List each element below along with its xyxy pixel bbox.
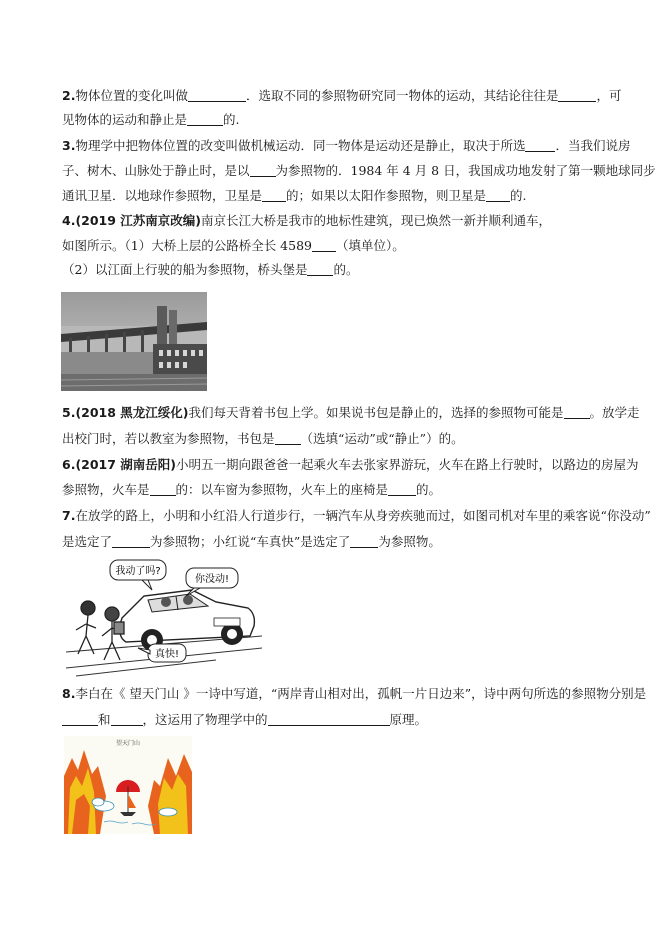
q3-text-b: ．当我们说房 xyxy=(555,138,631,153)
q8-blank-3[interactable] xyxy=(268,713,390,726)
q2-dot: . xyxy=(70,88,76,103)
q7-text-d: 为参照物。 xyxy=(378,534,441,549)
q7-text-c: 为参照物；小红说“车真快”是选定了 xyxy=(150,534,351,549)
q6-text-d: 的。 xyxy=(416,482,442,497)
q4-number: 4. xyxy=(62,213,76,228)
q8-line2 xyxy=(62,712,427,728)
bubble-driver-question: 我动了吗? xyxy=(115,566,161,577)
bridge-photo xyxy=(61,292,207,391)
q4-text-a: 南京长江大桥是我市的地标性建筑，现已焕然一新并顺利通车， xyxy=(201,213,552,228)
q3-blank-1[interactable] xyxy=(525,139,555,152)
q3-text-e: 通讯卫星．以地球作参照物，卫星是 xyxy=(62,188,263,203)
q4-line1 xyxy=(62,213,551,229)
q5-blank-1[interactable] xyxy=(564,406,590,419)
q2-text-d: 见物体的运动和静止是 xyxy=(62,112,188,127)
q4-blank-1[interactable] xyxy=(312,239,336,252)
q6-blank-1[interactable] xyxy=(150,483,176,496)
q6-number: 6. xyxy=(62,457,76,472)
q6-text-a: 小明五一期向跟爸爸一起乘火车去张家界游玩，火车在路上行驶时，以路边的房屋为 xyxy=(176,457,639,472)
q7-blank-2[interactable] xyxy=(350,535,378,548)
q4-text-c: （填单位）。 xyxy=(336,238,405,253)
q8-text-b: 和 xyxy=(98,712,111,727)
q3-text-d: 为参照物的．1984 年 4 月 8 日，我国成功地发射了第一颗地球同步 xyxy=(275,163,656,178)
q6-source: (2017 湖南岳阳) xyxy=(75,457,177,472)
q4-blank-2[interactable] xyxy=(307,263,333,276)
q5-line1 xyxy=(62,405,640,421)
q8-text-d: 原理。 xyxy=(389,712,428,727)
q7-line1 xyxy=(62,508,651,524)
q2-number: 2 xyxy=(62,88,71,103)
q8-text-c: ，这运用了物理学中的 xyxy=(142,712,268,727)
q2-line2 xyxy=(62,112,240,128)
q2-text-c: ，可 xyxy=(596,88,622,103)
q4-text-b: 如图所示。（1）大桥上层的公路桥全长 4589 xyxy=(62,238,312,253)
q5-text-b: 。放学走 xyxy=(589,405,640,420)
q8-line1 xyxy=(62,686,646,702)
bubble-driver-answer: 你没动! xyxy=(194,574,230,585)
q5-blank-2[interactable] xyxy=(275,432,301,445)
car-cartoon xyxy=(66,556,262,678)
q3-line3 xyxy=(62,188,527,204)
tianmen-painting xyxy=(64,736,192,834)
q3-blank-4[interactable] xyxy=(486,189,510,202)
q5-text-d: （选填“运动”或“静止”）的。 xyxy=(300,431,464,446)
q6-line1 xyxy=(62,457,639,473)
q6-line2 xyxy=(62,482,441,498)
q8-text-a: 李白在《 望天门山 》一诗中写道，“两岸青山相对出，孤帆一片日边来”，诗中两句所选的参照物分别是 xyxy=(75,686,647,701)
q3-text-c: 子、树木、山脉处于静止时，是以 xyxy=(62,163,250,178)
q2-blank-2[interactable] xyxy=(558,89,596,102)
q4-text-d: （2）以江面上行驶的船为参照物，桥头堡是 xyxy=(62,262,308,277)
q3-blank-3[interactable] xyxy=(262,189,286,202)
q3-text-g: 的. xyxy=(510,188,527,203)
q7-number: 7. xyxy=(62,508,76,523)
q8-blank-1[interactable] xyxy=(62,713,98,726)
q7-line2 xyxy=(62,534,441,550)
q2-text-b: ．选取不同的参照物研究同一物体的运动，其结论往往是 xyxy=(245,88,559,103)
q5-source: (2018 黑龙江绥化) xyxy=(75,405,189,420)
q5-text-a: 我们每天背着书包上学。如果说书包是静止的，选择的参照物可能是 xyxy=(188,405,564,420)
q3-text-a: 物理学中把物体位置的改变叫做机械运动．同一物体是运动还是静止，取决于所选 xyxy=(75,138,526,153)
q4-line3 xyxy=(62,262,358,278)
q4-line2 xyxy=(62,238,405,254)
q4-source: (2019 江苏南京改编) xyxy=(75,213,202,228)
q8-number: 8. xyxy=(62,686,76,701)
q3-blank-2[interactable] xyxy=(250,164,276,177)
q2-text-a: 物体位置的变化叫做 xyxy=(75,88,188,103)
q2-line1 xyxy=(62,88,622,104)
q7-blank-1[interactable] xyxy=(112,535,150,548)
q8-blank-2[interactable] xyxy=(111,713,143,726)
painting-title: 望天门山 xyxy=(115,740,141,747)
q6-blank-2[interactable] xyxy=(388,483,416,496)
q6-text-c: 的：以车窗为参照物，火车上的座椅是 xyxy=(175,482,389,497)
q3-text-f: 的；如果以太阳作参照物，则卫星是 xyxy=(286,188,487,203)
q2-blank-3[interactable] xyxy=(187,113,223,126)
q5-number: 5. xyxy=(62,405,76,420)
q3-number: 3 xyxy=(62,138,71,153)
q6-text-b: 参照物，火车是 xyxy=(62,482,150,497)
q3-dot: . xyxy=(70,138,76,153)
q2-blank-1[interactable] xyxy=(188,89,246,102)
q4-text-e: 的。 xyxy=(333,262,359,277)
q3-line1 xyxy=(62,138,630,154)
q3-line2 xyxy=(62,163,656,179)
q5-line2 xyxy=(62,431,464,447)
q7-text-b: 是选定了 xyxy=(62,534,113,549)
q5-text-c: 出校门时，若以教室为参照物，书包是 xyxy=(62,431,275,446)
q2-text-e: 的. xyxy=(223,112,240,127)
q7-text-a: 在放学的路上，小明和小红沿人行道步行，一辆汽车从身旁疾驰而过，如图司机对车里的乘客说“你没动” xyxy=(75,508,651,523)
bubble-fast: 真快! xyxy=(154,649,180,660)
